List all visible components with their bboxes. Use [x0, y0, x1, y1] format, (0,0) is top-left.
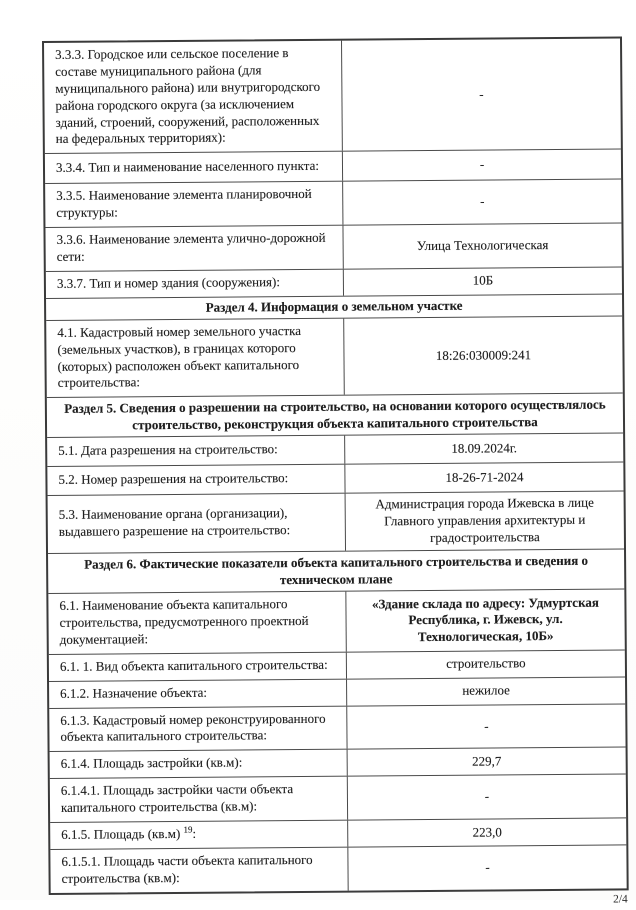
row-label	[50, 750, 348, 778]
section-header-row: Раздел 5. Сведения о разрешении на строительство, на основании которого осуществлялось строительство, реконструкция объекта капитального строительства	[47, 393, 623, 438]
table-row	[45, 179, 621, 227]
row-value: 223,0	[472, 824, 502, 840]
row-label	[50, 821, 348, 849]
row-value: «Здание склада по адресу: Удмуртская Республика, г. Ижевск, ул. Технологическая, 10Б»	[371, 594, 599, 645]
row-label	[45, 152, 343, 183]
table-row	[45, 223, 621, 271]
table-row	[49, 676, 625, 707]
row-value: -	[479, 156, 485, 172]
row-label	[45, 182, 343, 227]
row-value: 18:26:030009:241	[435, 346, 532, 363]
row-label-text: 3.3.6. Наименование элемента улично-дорожной сети:	[56, 229, 326, 264]
row-label-text: 3.3.4. Тип и наименование населенного пункта:	[55, 157, 319, 175]
table-row	[50, 774, 626, 822]
row-value: Администрация города Ижевска в лице Главного управления архитектуры и градостроительства	[375, 495, 594, 546]
row-label-text: 6.1.5. Площадь (кв.м) $^{19}$:	[61, 824, 197, 843]
row-value: -	[485, 859, 490, 875]
row-label-text: 6.1. Наименование объекта капитального строительства, предусмотренного проектной документацией:	[59, 596, 309, 647]
row-label	[49, 679, 347, 707]
row-value: строительство	[446, 655, 526, 672]
row-value: 18-26-71-2024	[445, 469, 524, 485]
table-row	[49, 703, 625, 751]
row-value: -	[484, 718, 489, 734]
row-label-text: 6.1.4. Площадь застройки (кв.м):	[60, 754, 243, 772]
row-label-text: 4.1. Кадастровый номер земельного участка (земельных участков), в границах которого (которых) расположен объект капитального строительства:	[57, 322, 302, 391]
row-value: нежилое	[462, 682, 510, 698]
row-label	[44, 41, 343, 154]
table-row	[46, 266, 622, 298]
row-value: -	[480, 193, 485, 209]
row-label-text: 5.2. Номер разрешения на строительство:	[58, 470, 289, 488]
row-value: -	[484, 788, 490, 804]
row-label-text: 6.1.2. Назначение объекта:	[60, 684, 208, 701]
row-label-text: 6.1.5.1. Площадь части объекта капитального строительства (кв.м):	[61, 852, 313, 886]
row-value: Улица Технологическая	[416, 237, 549, 254]
row-label	[46, 318, 345, 397]
row-label-text: 6.1.4.1. Площадь застройки части объекта капитального строительства (кв.м):	[60, 781, 294, 816]
table-row	[45, 149, 621, 184]
row-label	[47, 436, 345, 466]
row-value: 10Б	[472, 272, 494, 289]
row-label	[50, 777, 348, 822]
row-label-text: 6.1.3. Кадастровый номер реконструированного объекта капитального строительства:	[60, 710, 326, 745]
section-header-row: Раздел 6. Фактические показатели объекта капитального строительства и сведения о техническом плане	[48, 548, 624, 593]
row-label	[50, 848, 348, 893]
table-row	[48, 491, 624, 553]
row-label	[48, 494, 346, 553]
row-label-text: 3.3.7. Тип и номер здания (сооружения):	[56, 274, 281, 291]
row-label	[45, 226, 343, 271]
table-row	[48, 588, 624, 653]
row-label-text: 6.1. 1. Вид объекта капитального строительства:	[59, 656, 328, 674]
page-number: 2/4	[613, 893, 628, 906]
table-row	[50, 818, 626, 850]
table-row	[50, 845, 626, 893]
table-row	[50, 747, 626, 779]
info-table	[42, 36, 629, 894]
table-row	[46, 315, 623, 397]
row-label	[47, 465, 345, 495]
footnote-reference: 19	[183, 824, 193, 835]
row-label-text: 3.3.5. Наименование элемента планировочной структуры:	[56, 186, 312, 221]
row-label	[46, 270, 344, 298]
table-row	[47, 433, 623, 467]
row-label	[49, 706, 347, 751]
row-label-text: 5.1. Дата разрешения на строительство:	[58, 441, 278, 459]
table-row	[47, 462, 623, 496]
section-header-row: Раздел 4. Информация о земельном участке	[46, 293, 622, 319]
row-label	[48, 592, 346, 654]
row-value: 18.09.2024г.	[451, 440, 518, 456]
row-label	[49, 652, 347, 680]
table-row	[44, 38, 621, 153]
table-row	[49, 649, 625, 681]
row-label-text: 5.3. Наименование органа (организации), выдавшего разрешение на строительство:	[58, 505, 291, 540]
row-value: 229,7	[471, 753, 502, 769]
row-value: -	[479, 86, 484, 102]
row-label-text: 3.3.3. Городское или сельское поселение в составе муниципального района (для муниципального района) или внутригородского района городского округа (за исключением зданий, строений, сооружений, расположенных на федеральных территориях):	[55, 45, 321, 147]
scanned-sheet	[42, 36, 629, 909]
